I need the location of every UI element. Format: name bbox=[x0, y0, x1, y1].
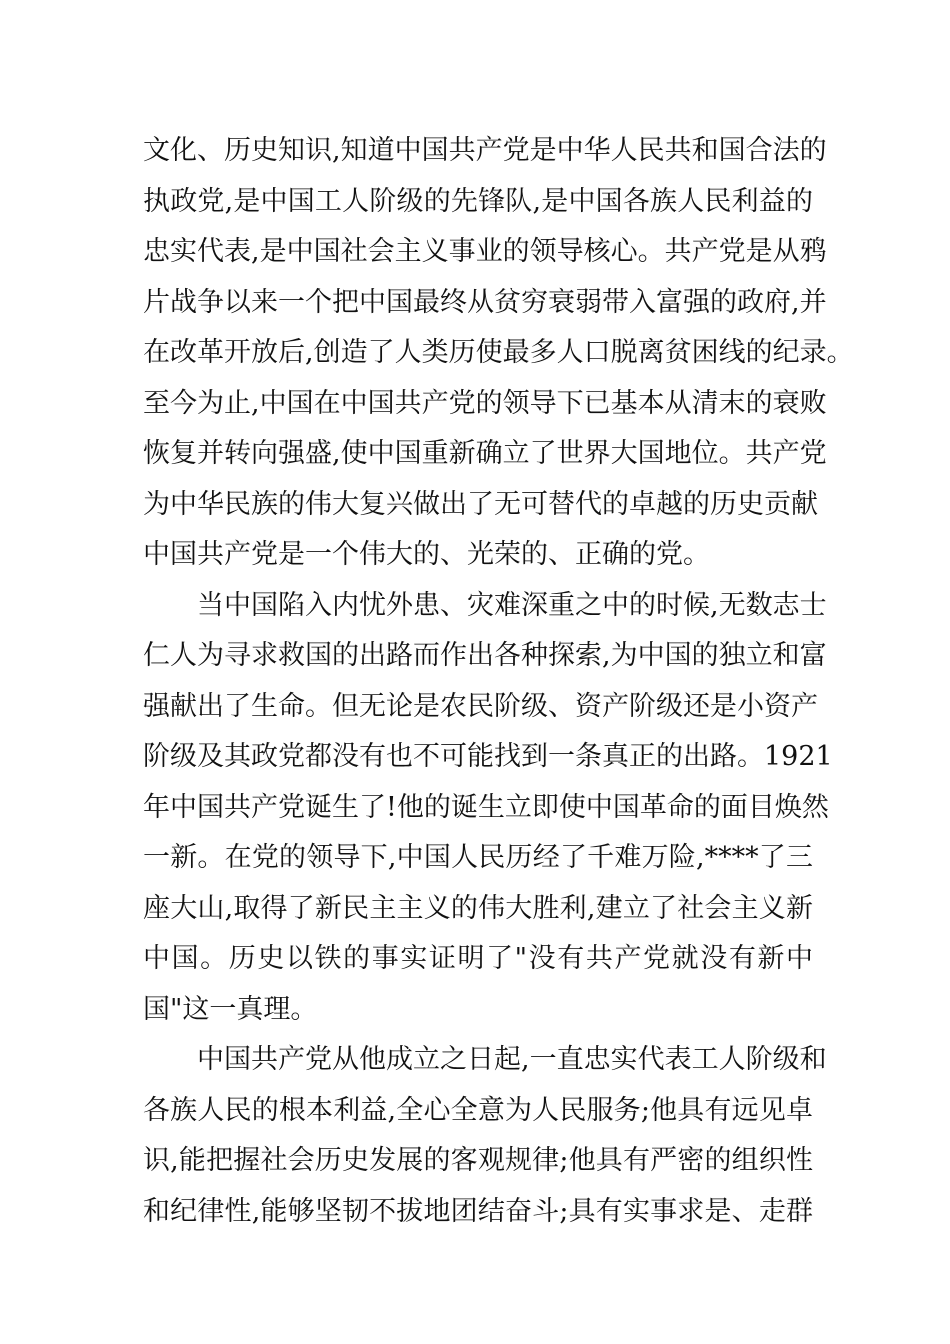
text-line: 恢复并转向强盛,使中国重新确立了世界大国地位。共产党 bbox=[143, 438, 827, 469]
text-line: 中国共产党从他成立之日起,一直忠实代表工人阶级和 bbox=[197, 1044, 827, 1075]
text-line: 忠实代表,是中国社会主义事业的领导核心。共产党是从鸦 bbox=[143, 236, 827, 267]
text-line: 阶级及其政党都没有也不可能找到一条真正的出路。1921 bbox=[143, 741, 833, 772]
text-line: 强献出了生命。但无论是农民阶级、资产阶级还是小资产 bbox=[143, 690, 818, 722]
text-line: 国"这一真理。 bbox=[143, 993, 318, 1025]
text-line: 各族人民的根本利益,全心全意为人民服务;他具有远见卓 bbox=[143, 1094, 813, 1126]
text-line: 当中国陷入内忧外患、灾难深重之中的时候,无数志士 bbox=[197, 589, 827, 621]
text-line: 一新。在党的领导下,中国人民历经了千难万险,****了三 bbox=[143, 842, 813, 873]
paragraph-2 bbox=[143, 581, 833, 1036]
text-line: 年中国共产党诞生了!他的诞生立即使中国革命的面目焕然 bbox=[143, 791, 829, 823]
text-line: 识,能把握社会历史发展的客观规律;他具有严密的组织性 bbox=[143, 1145, 813, 1176]
text-line: 在改革开放后,创造了人类历使最多人口脱离贫困线的纪录。 bbox=[143, 337, 854, 368]
text-line: 至今为止,中国在中国共产党的领导下已基本从清末的衰败 bbox=[143, 387, 827, 419]
paragraph-3 bbox=[143, 1035, 827, 1237]
text-line: 中国共产党是一个伟大的、光荣的、正确的党。 bbox=[143, 539, 710, 570]
text-line: 片战争以来一个把中国最终从贫穷衰弱带入富强的政府,并 bbox=[143, 286, 827, 318]
text-line: 执政党,是中国工人阶级的先锋队,是中国各族人民利益的 bbox=[143, 185, 813, 217]
text-line: 仁人为寻求救国的出路而作出各种探索,为中国的独立和富 bbox=[143, 640, 827, 671]
text-line: 为中华民族的伟大复兴做出了无可替代的卓越的历史贡献 bbox=[143, 488, 818, 520]
text-line: 座大山,取得了新民主主义的伟大胜利,建立了社会主义新 bbox=[143, 892, 813, 924]
text-line: 中国。历史以铁的事实证明了"没有共产党就没有新中 bbox=[143, 943, 813, 974]
paragraph-1 bbox=[143, 126, 854, 581]
document-body bbox=[143, 126, 854, 1237]
text-line: 和纪律性,能够坚韧不拔地团结奋斗;具有实事求是、走群 bbox=[143, 1195, 813, 1227]
text-line: 文化、历史知识,知道中国共产党是中华人民共和国合法的 bbox=[143, 135, 827, 166]
